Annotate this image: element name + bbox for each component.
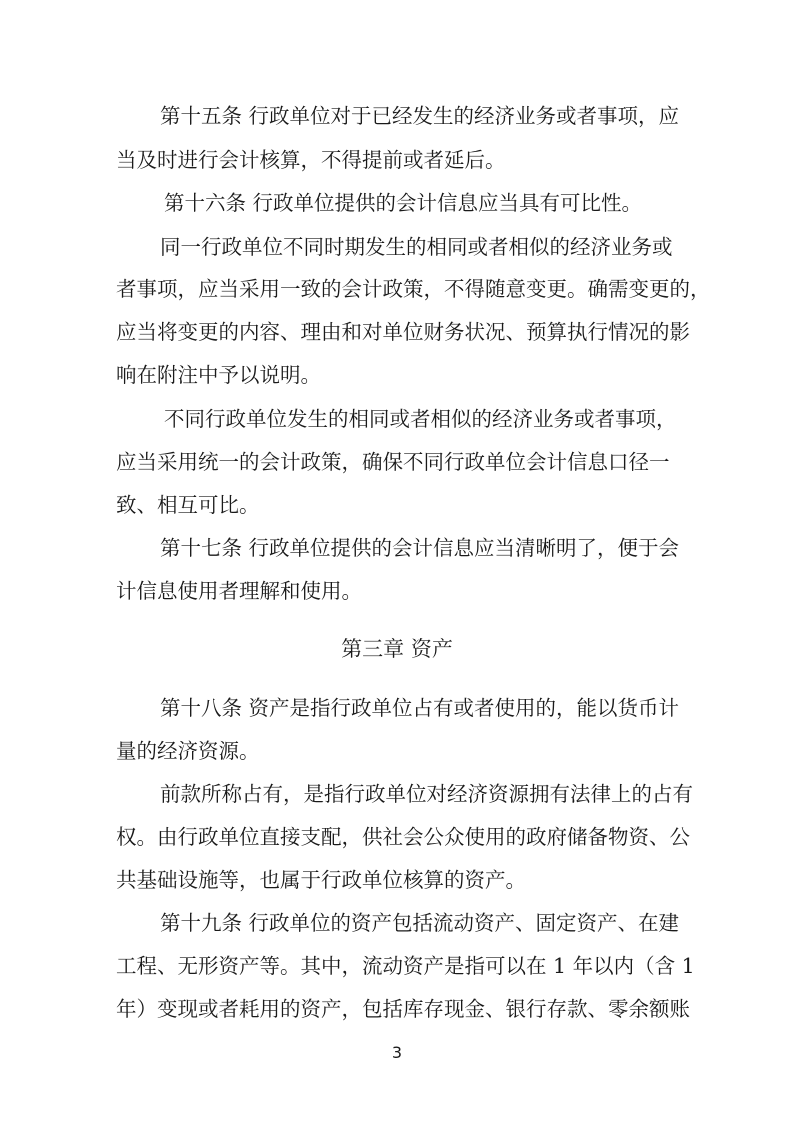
paragraph-line: 年）变现或者耗用的资产，包括库存现金、银行存款、零余额账 bbox=[116, 997, 690, 1021]
chapter-heading: 第三章 资产 bbox=[341, 637, 453, 661]
paragraph-line: 前款所称占有，是指行政单位对经济资源拥有法律上的占有 bbox=[160, 782, 693, 806]
paragraph-line: 应当采用统一的会计政策，确保不同行政单位会计信息口径一 bbox=[116, 450, 670, 474]
paragraph-line: 量的经济资源。 bbox=[116, 739, 260, 763]
paragraph-line: 第十五条 行政单位对于已经发生的经济业务或者事项，应 bbox=[160, 104, 680, 128]
paragraph-line: 第十九条 行政单位的资产包括流动资产、固定资产、在建 bbox=[160, 911, 680, 935]
paragraph-line: 响在附注中予以说明。 bbox=[116, 363, 321, 387]
paragraph-line: 第十七条 行政单位提供的会计信息应当清晰明了，便于会 bbox=[160, 536, 680, 560]
paragraph-line: 当及时进行会计核算，不得提前或者延后。 bbox=[116, 148, 506, 172]
paragraph-line: 致、相互可比。 bbox=[116, 493, 260, 517]
paragraph-line: 不同行政单位发生的相同或者相似的经济业务或者事项， bbox=[164, 407, 677, 431]
paragraph-line: 第十六条 行政单位提供的会计信息应当具有可比性。 bbox=[164, 191, 643, 215]
paragraph-line: 计信息使用者理解和使用。 bbox=[116, 579, 362, 603]
page-number: 3 bbox=[391, 1043, 403, 1062]
paragraph-line: 应当将变更的内容、理由和对单位财务状况、预算执行情况的影 bbox=[116, 320, 690, 344]
paragraph-line: 共基础设施等，也属于行政单位核算的资产。 bbox=[116, 868, 526, 892]
paragraph-line: 权。由行政单位直接支配，供社会公众使用的政府储备物资、公 bbox=[116, 825, 690, 849]
paragraph-line: 者事项，应当采用一致的会计政策，不得随意变更。确需变更的， bbox=[116, 277, 711, 301]
paragraph-line: 同一行政单位不同时期发生的相同或者相似的经济业务或 bbox=[160, 235, 673, 259]
paragraph-line: 第十八条 资产是指行政单位占有或者使用的，能以货币计 bbox=[160, 696, 680, 720]
paragraph-line: 工程、无形资产等。其中，流动资产是指可以在 1 年以内（含 1 bbox=[116, 954, 695, 978]
